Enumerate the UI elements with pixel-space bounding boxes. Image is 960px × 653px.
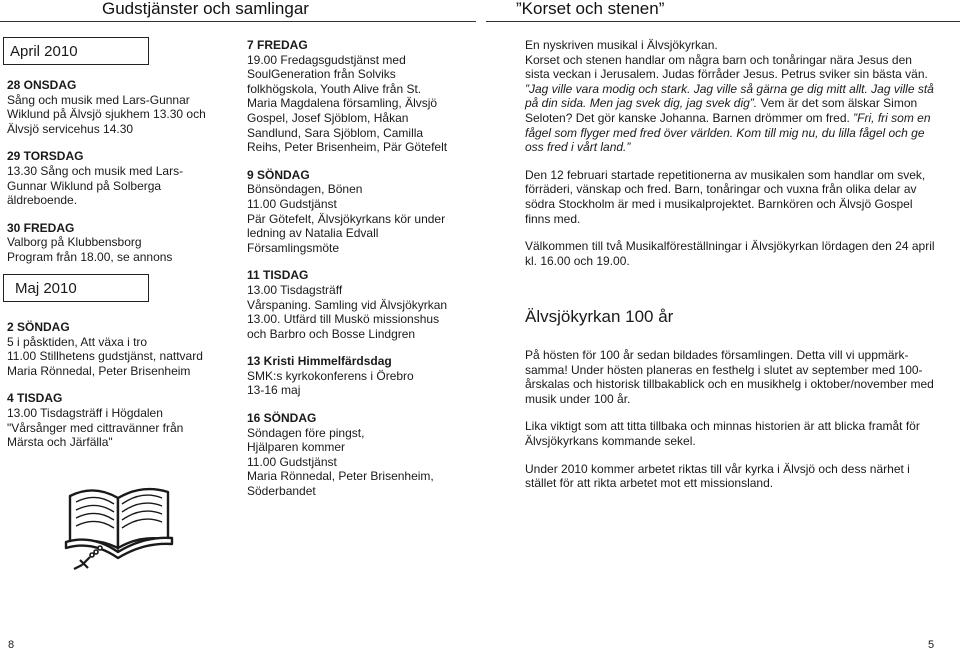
event-text: Söndagen före pingst,	[247, 425, 365, 440]
article-text: södra Stockholm är med i musikalprojektet. Barnkören och Älvsjö Gospel	[525, 196, 913, 211]
event-text: ledning av Natalia Edvall	[247, 226, 379, 241]
event-text: 11.00 Gudstjänst	[247, 454, 337, 469]
article-text: Älvsjökyrkans kommande sekel.	[525, 433, 696, 448]
bible-illustration	[60, 478, 180, 570]
event-heading: 9 SÖNDAG	[247, 167, 310, 182]
event-text: folkhögskola, Youth Alive från St.	[247, 81, 422, 96]
event-heading: 11 TISDAG	[247, 268, 309, 283]
event-text: 13.00. Utfärd till Muskö missionshus	[247, 312, 440, 327]
event-text: och Barbro och Bosse Lindgren	[247, 326, 416, 341]
event-text: Pär Götefelt, Älvsjökyrkans kör under	[247, 211, 446, 226]
event-text: Reihs, Peter Brisenheim, Pär Götefelt	[247, 140, 448, 155]
event-text: Söderbandet	[247, 484, 316, 499]
event-heading: 28 ONSDAG	[7, 78, 77, 92]
event-text: Sång och musik med Lars-Gunnar	[7, 92, 190, 107]
event-text: 13.30 Sång och musik med Lars-	[7, 163, 184, 178]
event-text: "Vårsånger med cittravänner från	[7, 420, 184, 435]
event-text: SMK:s kyrkokonferens i Örebro	[247, 368, 414, 383]
event-text: Gospel, Josef Sjöblom, Håkan	[247, 110, 409, 125]
right-page-number: 5	[928, 639, 935, 651]
month-box-april	[3, 37, 149, 65]
article-quote: oss fred i vårt land.”	[525, 140, 631, 155]
article-text: Den 12 februari startade repetitionerna av musikalen som handlar om svek,	[525, 167, 926, 182]
event-text: 11.00 Gudstjänst	[247, 196, 337, 211]
right-article-anniversary	[525, 348, 955, 491]
event-text: Valborg på Klubbensborg	[7, 235, 142, 250]
article-text: sista veckan i Jerusalem. Judas förråder Jesus. Petrus sviker sin bästa vän.	[525, 67, 928, 82]
left-header-rule	[0, 21, 476, 22]
right-header-rule	[486, 21, 960, 22]
right-page-title: ”Korset och stenen”	[516, 0, 665, 18]
article-text: kl. 16.00 och 19.00.	[525, 253, 630, 268]
article-quote: ”Fri, fri som en	[849, 110, 931, 125]
event-heading: 13 Kristi Himmelfärdsdag	[247, 354, 392, 369]
article-text-inline: Seloten? Det gör kanske Johanna. Barnen drömmer om fred.	[525, 110, 850, 125]
article-text: Under 2010 kommer arbetet riktas till vår kyrka i Älvsjö och dess närhet i	[525, 461, 910, 476]
article-text: finns med.	[525, 211, 581, 226]
article-text	[525, 96, 955, 111]
event-text: 5 i påsktiden, Att växa i tro	[7, 334, 148, 349]
article-text-inline: Vem är det som älskar Simon	[757, 96, 918, 111]
article-text: Lika viktigt som att titta tillbaka och minnas historien är att blicka framåt för	[525, 419, 920, 434]
event-text: Maria Rönnedal, Peter Brisenheim	[7, 363, 191, 378]
article-text: Välkommen till två Musikalföreställningar i Älvsjökyrkan lördagen den 24 april	[525, 239, 935, 254]
month-label: April 2010	[10, 43, 78, 60]
event-text: Wiklund på Älvsjö sjukhem 13.30 och	[7, 107, 206, 122]
article-quote: ”Jag ville vara modig och stark. Jag ville så gärna ge dig mitt allt. Jag ville stå	[525, 81, 934, 96]
event-heading: 4 TISDAG	[7, 391, 63, 406]
event-heading: 2 SÖNDAG	[7, 320, 70, 334]
left-events-may	[7, 320, 232, 450]
article-text: årskalas och historisk tillbakablick och en musikhelg i oktober/november med	[525, 377, 934, 392]
month-label: Maj 2010	[15, 280, 77, 297]
event-text: Gunnar Wiklund på Solberga	[7, 178, 162, 193]
event-text: Älvsjö servicehus 14.30	[7, 121, 134, 136]
event-text: 13-16 maj	[247, 383, 301, 398]
event-text: äldreboende.	[7, 193, 78, 208]
event-heading: 30 FREDAG	[7, 220, 75, 235]
middle-events	[247, 38, 479, 499]
left-page-number: 8	[8, 639, 15, 651]
event-heading: 7 FREDAG	[247, 38, 308, 52]
month-box-maj	[3, 274, 149, 302]
event-text: SoulGeneration från Solviks	[247, 67, 396, 82]
section-heading: Älvsjökyrkan 100 år	[525, 307, 674, 326]
event-text: 19.00 Fredagsgudstjänst med	[247, 52, 406, 67]
left-page-title: Gudstjänster och samlingar	[102, 0, 309, 18]
event-text: 11.00 Stillhetens gudstjänst, nattvard	[7, 349, 203, 364]
event-text: 13.00 Tisdagsträff	[247, 282, 343, 297]
article-text: förräderi, vänskap och fred. Barn, tonåringar och vuxna från olika delar av	[525, 182, 917, 197]
right-article	[525, 38, 955, 268]
article-text: stället för att rikta arbetet mot ett missionsland.	[525, 476, 774, 491]
article-text	[525, 111, 955, 126]
article-text: samma! Under hösten planeras en festhelg i slutet av september med 100-	[525, 362, 923, 377]
event-text: Sandlund, Sara Sjöblom, Camilla	[247, 125, 424, 140]
event-text: Vårspaning. Samling vid Älvsjökyrkan	[247, 297, 448, 312]
event-heading: 29 TORSDAG	[7, 149, 84, 164]
article-text: På hösten för 100 år sedan bildades församlingen. Detta vill vi uppmärk-	[525, 348, 909, 362]
article-text: Korset och stenen handlar om några barn och tonåringar nära Jesus den	[525, 52, 912, 67]
event-text: Församlingsmöte	[247, 240, 340, 255]
event-heading: 16 SÖNDAG	[247, 411, 317, 426]
event-text: 13.00 Tisdagsträff i Högdalen	[7, 405, 163, 420]
event-text: Hjälparen kommer	[247, 440, 346, 455]
event-text: Bönsöndagen, Bönen	[247, 182, 363, 197]
article-text: En nyskriven musikal i Älvsjökyrkan.	[525, 38, 718, 52]
article-quote: fågel som flyger med fred över världen. Kom till mig nu, du lilla fågel och ge	[525, 125, 925, 140]
left-events-april	[7, 78, 232, 265]
event-text: Maria Magdalena församling, Älvsjö	[247, 96, 438, 111]
article-quote: på din sida. Men jag svek dig, jag svek dig”.	[525, 96, 758, 111]
event-text: Maria Rönnedal, Peter Brisenheim,	[247, 469, 434, 484]
article-text: musik under 100 år.	[525, 391, 631, 406]
event-text: Program från 18.00, se annons	[7, 249, 173, 264]
event-text: Märsta och Järfälla"	[7, 435, 113, 450]
